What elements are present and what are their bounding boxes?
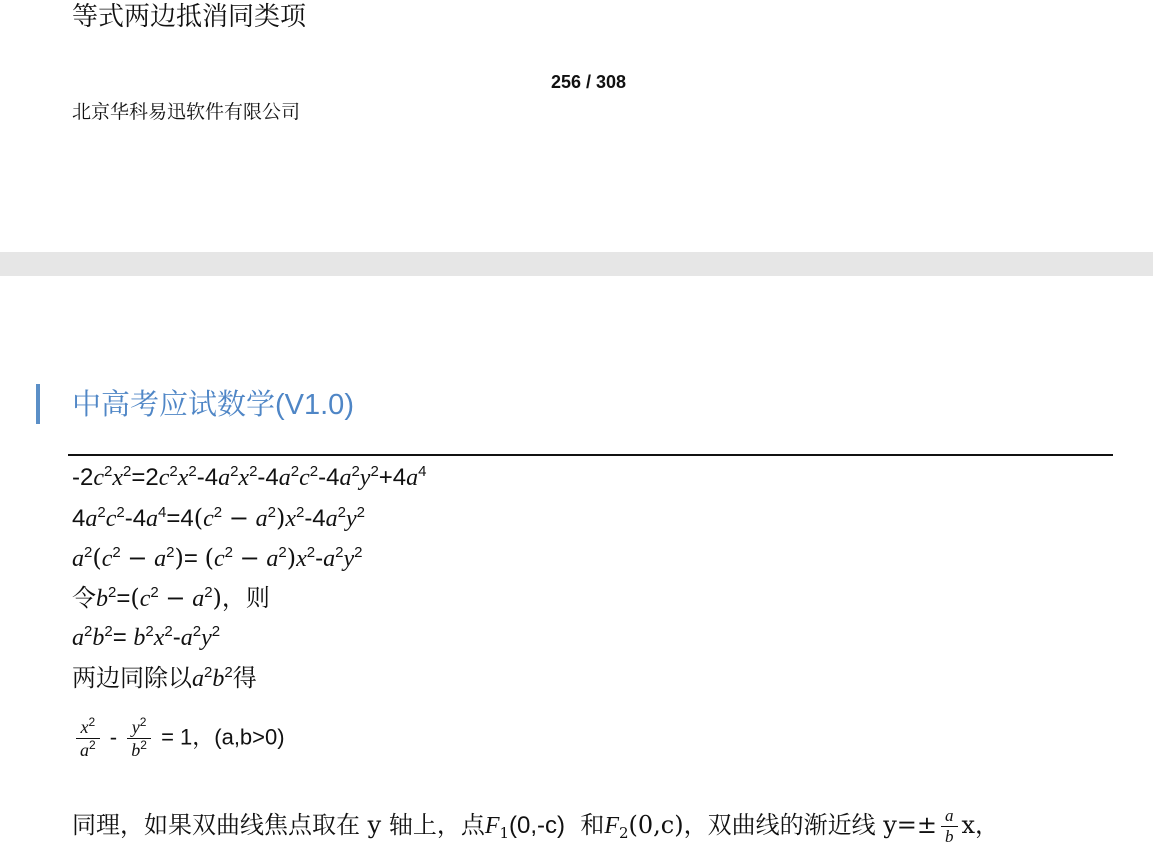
equation-line-1: $-2c^2x^2=2c^2x^2-4a^2x^2-4a^2c^2-4a^2y^2+4a^4$ [72,463,427,491]
equation-line-4: 令$b^2=(c^2 - a^2)$，则 [72,584,270,612]
body-text-line: 等式两边抵消同类项 [72,2,307,32]
equation-line-2: $4a^2c^2-4a^4=4(c^2 - a^2)x^2-4a^2y^2$ [72,504,365,532]
focus-1: (0,-c) [509,812,566,839]
page-top [0,0,1153,252]
equation-line-3: $a^2(c^2 - a^2)= (c^2 - a^2)x^2-a^2y^2$ [72,544,363,572]
focus-2: (0,c)，双曲线的渐近线 y=± [628,811,938,839]
text-get: 得 [232,664,257,692]
text-segment: 同理，如果双曲线焦点取在 y 轴上，点 [72,811,485,839]
hyperbola-equation: $\frac{x^2}{a^2}$ - $\frac{y^2}{b^2}$ = 1，(a,b>0) [72,716,285,761]
header-rule [68,454,1113,456]
text-divide: 两边同除以 [72,664,192,692]
header-accent-bar [36,384,40,424]
text-and: 和 [580,811,605,839]
footer-company: 北京华科易迅软件有限公司 [72,101,301,123]
fraction-y2-b2: $\frac{y^2}{b^2}$ [127,716,151,761]
page-header-title: 中高考应试数学(V1.0) [72,389,354,421]
equation-line-6: 两边同除以$a^2b^2$得 [72,664,257,692]
fraction-a-b: $\frac{a}{b}$ [941,806,958,847]
equation-tail: = 1，(a,b>0) [161,724,285,750]
page-number: 256 / 308 [551,72,627,92]
body-text-last-line: 同理，如果双曲线焦点取在 y 轴上，点$F_1(0,-c)$ 和$F_2(0,c)$，双曲线的渐近线 y=± $\frac{a}{b}$ x， [72,806,1000,846]
page-separator [0,252,1153,276]
fraction-x2-a2: $\frac{x^2}{a^2}$ [76,716,100,761]
text-tail: x， [961,811,1000,839]
equation-line-5: $a^2b^2= b^2x^2-a^2y^2$ [72,623,221,651]
text-let: 令 [72,584,96,612]
text-then: ，则 [221,584,270,612]
